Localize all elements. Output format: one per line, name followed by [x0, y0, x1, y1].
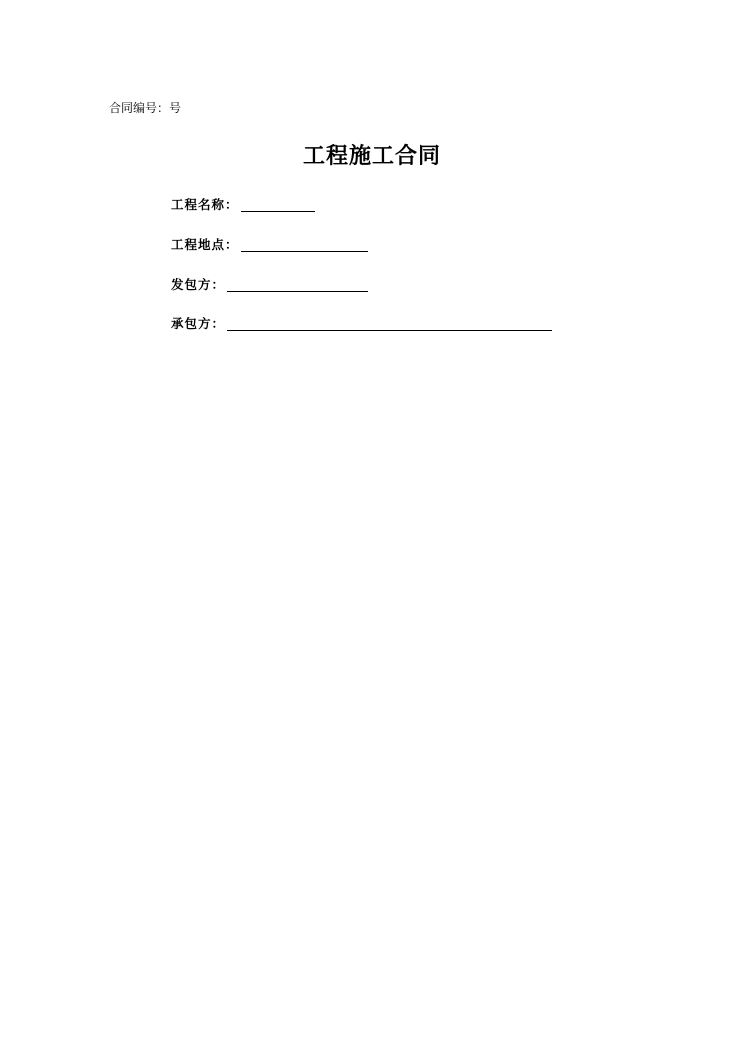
project-location-label: 工程地点： [171, 237, 239, 252]
employer-field [171, 273, 368, 293]
contractor-field [171, 312, 552, 332]
contractor-label: 承包方： [171, 316, 226, 331]
project-location-field [171, 233, 368, 253]
project-name-label: 工程名称： [171, 197, 239, 212]
contract-number: 合同编号：号 [109, 101, 182, 115]
project-location-blank-line [241, 251, 368, 252]
document-title: 工程施工合同 [302, 143, 441, 169]
contractor-blank-line [227, 330, 552, 331]
employer-blank-line [227, 291, 368, 292]
project-name-field [171, 193, 315, 213]
project-name-blank-line [241, 211, 315, 212]
employer-label: 发包方： [171, 277, 226, 292]
